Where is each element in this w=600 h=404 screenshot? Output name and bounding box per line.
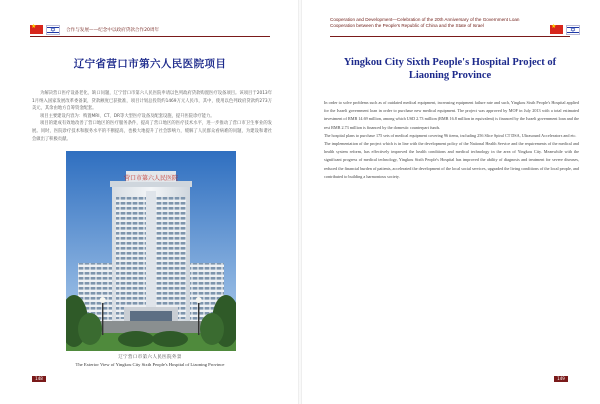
left-paragraph: 为解决营口医疗设备老化、缺口问题，辽宁营口市第六人民医院申请以色列政府贷款购置医疗设备项目。该项目于2013年1月纳入国家发展改革委备案，贷款额度已获批准，项目计划总投资约1469万元人民币，其中，使用以色列政府贷款约273万美元，其余由地方自筹资金配套。 — [32, 91, 272, 112]
right-paragraph: The hospital plans to purchase 175 sets of medical equipment covering 96 items, including 256 Slice Spiral CT DSA, Ultrasound Accelerators and etc. — [324, 132, 577, 138]
left-page-title: 辽宁省营口市第六人民医院项目 — [73, 58, 227, 70]
israel-flag-icon: ✡ — [46, 25, 60, 35]
header-right-text: Cooperation and Development—Celebration of the 20th Anniversary of the Government Loan Cooperation between the People's Republic of China and the State of Israel — [330, 17, 520, 28]
left-header — [4, 22, 296, 40]
header-left-text: 合作与发展——纪念中以政府贷款合作20周年 — [66, 28, 160, 33]
right-header — [304, 17, 596, 40]
right-paragraph: The implementation of the project which is in line with the development policy of the National Health Service and the requirements of the medical and health system reform, has effectively improved the health conditions and medical technology in the area of Yingkou City. Meanwhile with the significant progress of medical technology, Yingkou Sixth People's Hospital has improved the ability of diagnosis and treatment for severe diseases, reduced the financial burden of patients, accelerated the development of the local social services, upgraded the living conditions of the local people, and contributed to building a harmonious society. — [324, 141, 579, 179]
right-page-title: Yingkou City Sixth People's Hospital Project of Liaoning Province — [343, 57, 557, 81]
book-gutter — [298, 0, 302, 404]
hospital-photo — [66, 151, 236, 351]
left-paragraph: 项目主要建设内容为：购置MRI、CT、DR等大型医疗设备及配套设施，提升医院诊疗能力。 — [40, 113, 215, 119]
photo-caption-zh: 辽宁营口市第六人民医院外景 — [118, 355, 182, 360]
left-page-body — [32, 90, 272, 143]
left-page-number: 148 — [32, 376, 46, 382]
right-paragraph: In order to solve problems such as of outdated medical equipment, increasing equipment failure rate and such, Yingkou Sixth People's Hospital applied for the Israeli government loan in order to purchase new medical equipment. The project was approved by MOF in July 2013 with a total estimated investment of RMB 14.69 million, among which USD 2.73 million (RMB 16.8 million in equivalent) is financed by the Israeli government loan and the rest RMB 2.73 million is financed by the domestic counterpart funds. — [324, 100, 579, 130]
right-page-body — [324, 99, 579, 181]
header-rule — [330, 36, 570, 37]
photo-caption-en: The Exterior View of Yingkou City Sixth People's Hospital of Liaoning Province — [75, 362, 225, 367]
rooftop-sign: 营口市第六人民医院 — [123, 175, 179, 182]
left-paragraph: 项目的建成有效地改善了营口地区的医疗服务条件，提高了营口地区的医疗技术水平，进一步推动了营口市卫生事业的发展。同时，医院诊疗技术和服务水平的不断提高，也极大地提升了社会影响力，缓解了人民群众看病难的问题，为建设和谐社会做出了积极贡献。 — [32, 121, 272, 142]
china-flag-icon — [30, 25, 43, 34]
right-page — [304, 0, 596, 404]
israel-flag-icon: ✡ — [566, 25, 580, 35]
header-rule — [30, 36, 270, 37]
china-flag-icon — [550, 25, 563, 34]
left-page — [4, 0, 296, 404]
right-page-number: 149 — [554, 376, 568, 382]
